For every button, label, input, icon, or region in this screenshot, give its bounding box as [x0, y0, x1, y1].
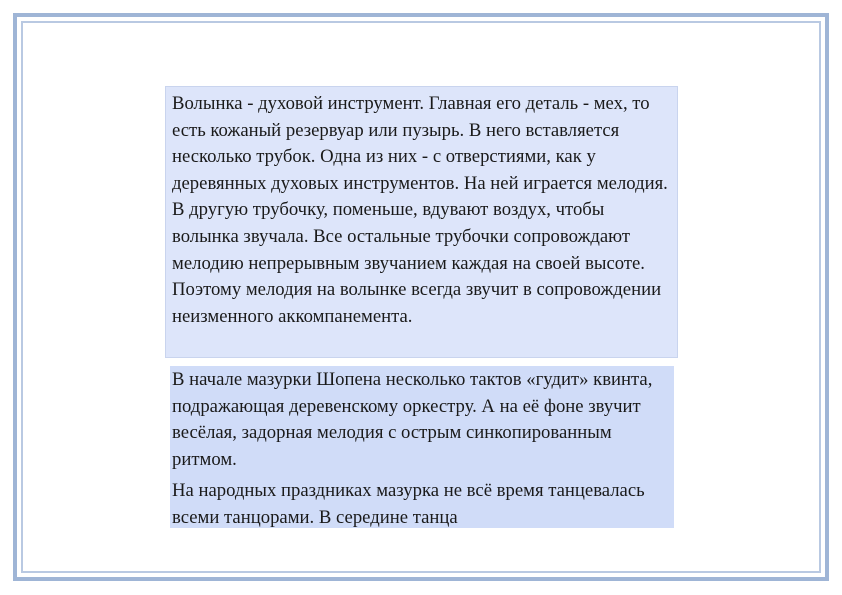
mazurka-paragraph: В начале мазурки Шопена несколько тактов «гудит» квинта, подражающая деревенскому оркестру. А на её фоне звучит весёлая, задорная мелодия с острым синкопированным ритмом.	[172, 369, 653, 470]
folk-festival-paragraph: На народных праздниках мазурка не всё время танцевалась всеми танцорами. В середине танца	[172, 480, 645, 528]
mazurka-text-box	[170, 366, 674, 528]
bagpipe-text-box	[165, 86, 678, 358]
bagpipe-paragraph: Волынка - духовой инструмент. Главная его деталь - мех, то есть кожаный резервуар или пузырь. В него вставляется несколько трубок. Одна из них - с отверстиями, как у деревянных духовых инструментов. На ней играется мелодия. В другую трубочку, поменьше, вдувают воздух, чтобы волынка звучала. Все остальные трубочки сопровождают мелодию непрерывным звучанием каждая на своей высоте. Поэтому мелодия на волынке всегда звучит в сопровождении неизменного аккомпанемента.	[172, 93, 668, 327]
